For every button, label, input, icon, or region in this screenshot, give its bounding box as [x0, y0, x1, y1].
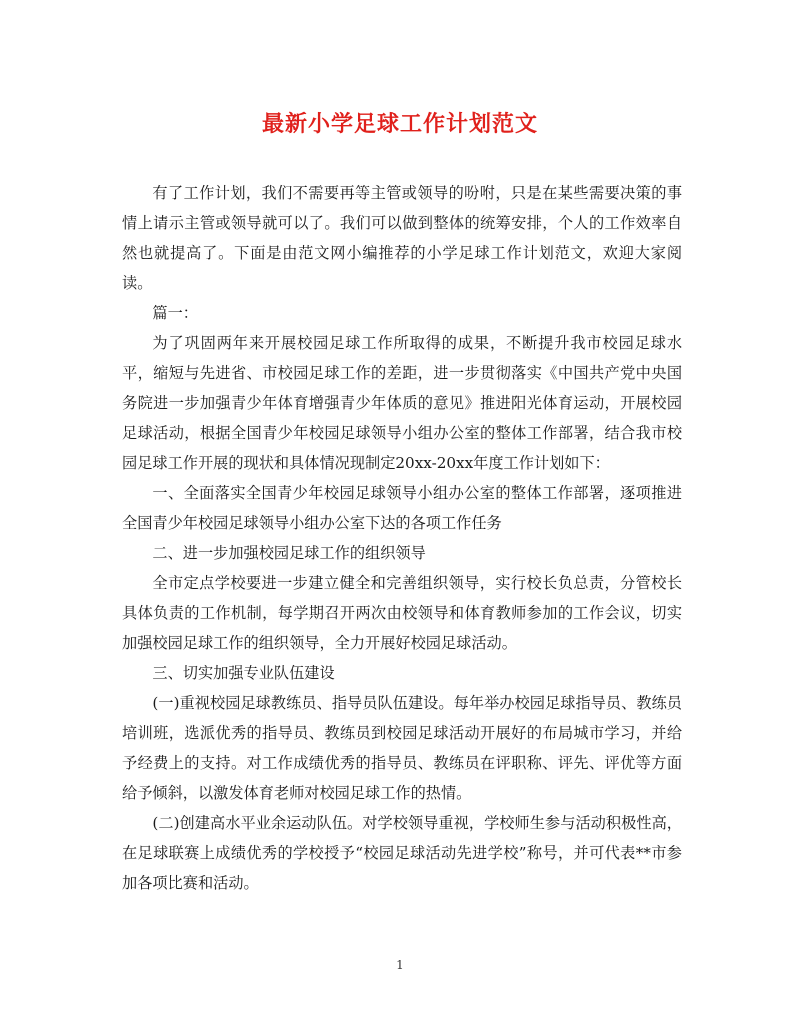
body-paragraph: (一)重视校园足球教练员、指导员队伍建设。每年举办校园足球指导员、教练员培训班，选派优秀的指导员、教练员到校园足球活动开展好的布局城市学习，并给予经费上的支持。对工作成绩优秀的指导员、教练员在评职称、评先、评优等方面给予倾斜，以激发体育老师对校园足球工作的热情。: [122, 694, 682, 802]
heading-item-2: 二、进一步加强校园足球工作的组织领导: [152, 544, 426, 562]
document-title: 最新小学足球工作计划范文: [261, 112, 538, 137]
intro-paragraph: 有了工作计划，我们不需要再等主管或领导的吩咐，只是在某些需要决策的事情上请示主管或领导就可以了。我们可以做到整体的统筹安排，个人的工作效率自然也就提高了。下面是由范文网小编推荐的小学足球工作计划范文，欢迎大家阅读。: [122, 184, 682, 292]
document-body: [122, 178, 682, 898]
section-label: 篇一：: [152, 304, 198, 322]
body-paragraph: (二)创建高水平业余运动队伍。对学校领导重视，学校师生参与活动积极性高，在足球联赛上成绩优秀的学校授予“校园足球活动先进学校”称号，并可代表**市参加各项比赛和活动。: [122, 814, 682, 892]
heading-item-3: 三、切实加强专业队伍建设: [152, 664, 335, 682]
heading-item-1: 一、全面落实全国青少年校园足球领导小组办公室的整体工作部署，逐项推进全国青少年校园足球领导小组办公室下达的各项工作任务: [122, 484, 682, 532]
body-paragraph: 为了巩固两年来开展校园足球工作所取得的成果，不断提升我市校园足球水平，缩短与先进省、市校园足球工作的差距，进一步贯彻落实《中国共产党中央国务院进一步加强青少年体育增强青少年体质的意见》推进阳光体育运动，开展校园足球活动，根据全国青少年校园足球领导小组办公室的整体工作部署，结合我市校园足球工作开展的现状和具体情况现制定20xx-20xx年度工作计划如下：: [122, 334, 682, 472]
body-paragraph: 全市定点学校要进一步建立健全和完善组织领导，实行校长负总责，分管校长具体负责的工作机制，每学期召开两次由校领导和体育教师参加的工作会议，切实加强校园足球工作的组织领导，全力开展好校园足球活动。: [122, 574, 682, 652]
page-number: 1: [396, 958, 404, 972]
